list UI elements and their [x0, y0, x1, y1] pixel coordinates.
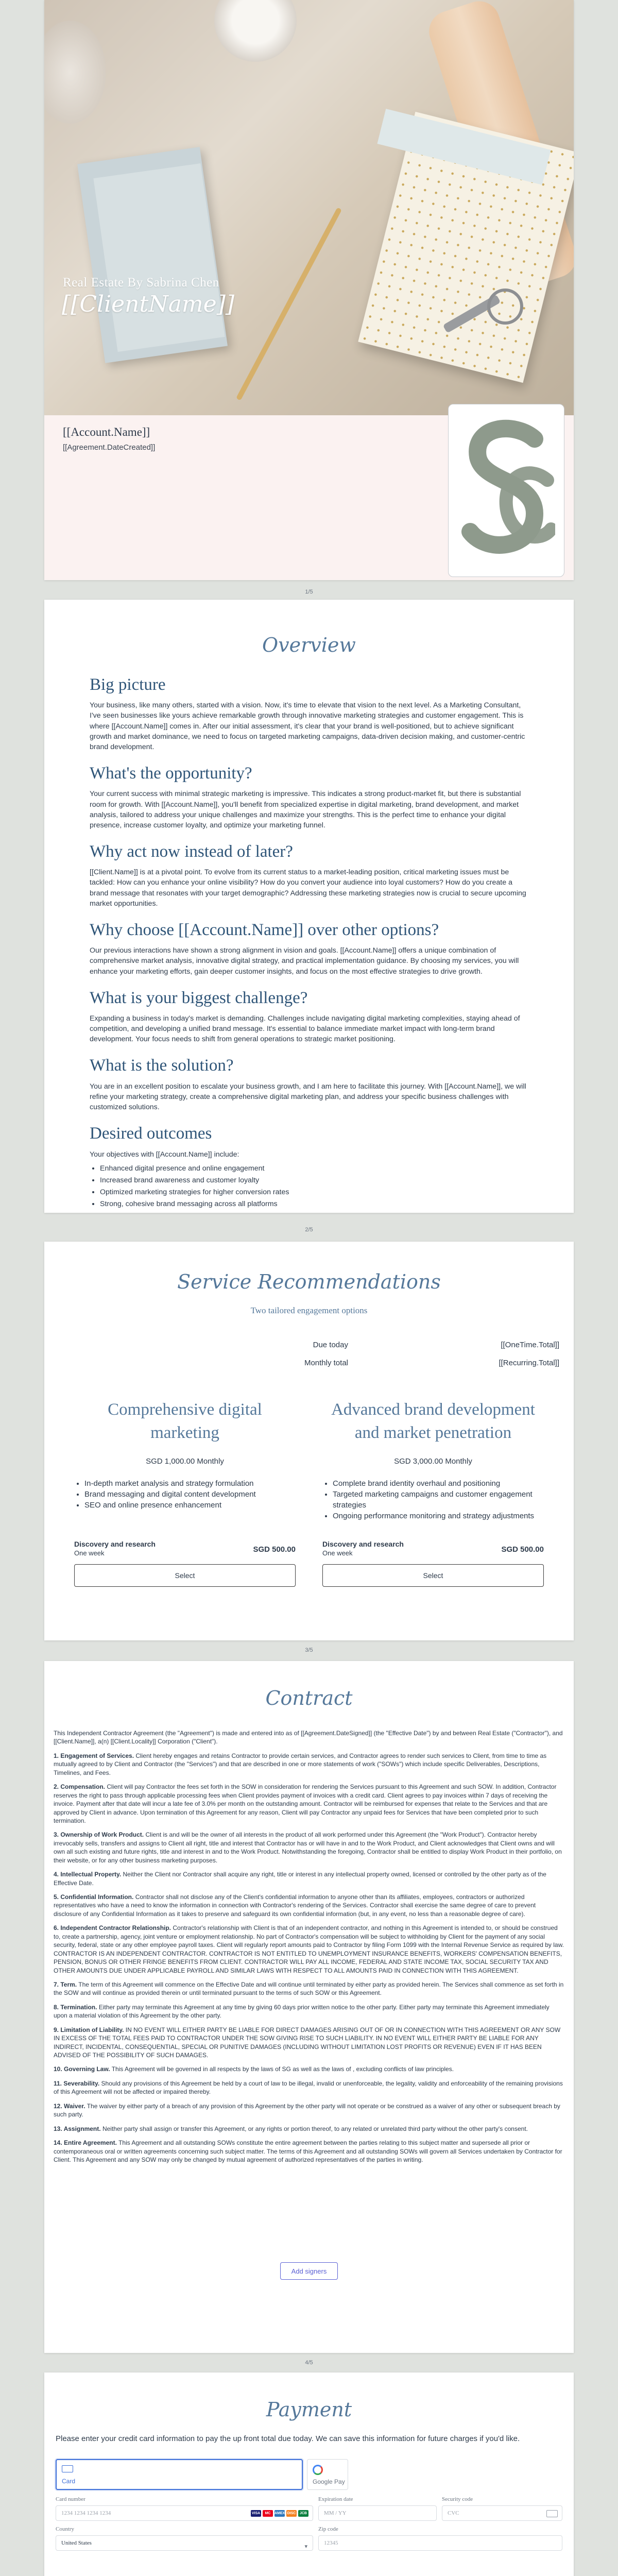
add-signers-button[interactable]: Add signers: [280, 2262, 338, 2280]
list-item: • Strong, cohesive brand messaging across all platforms: [100, 1198, 533, 1210]
clause-heading: 13. Assignment.: [54, 2125, 101, 2132]
package-price: SGD 1,000.00 Monthly: [146, 1457, 224, 1466]
payment-title: Payment: [266, 2398, 352, 2421]
list-item: • In-depth market analysis and strategy formulation: [84, 1478, 296, 1489]
zip-label: Zip code: [318, 2526, 338, 2532]
package-title: Advanced brand development and market penetration: [331, 1400, 535, 1443]
list-item: • Optimized marketing strategies for higher conversion rates: [100, 1187, 533, 1198]
card-number-placeholder: 1234 1234 1234 1234: [61, 2510, 111, 2516]
services-subtitle: Two tailored engagement options: [250, 1306, 368, 1315]
services-title: Service Recommendations: [177, 1270, 441, 1293]
country-label: Country: [56, 2526, 75, 2532]
zip-input[interactable]: [318, 2535, 562, 2551]
section-text: Expanding a business in today's market is demanding. Challenges include navigating digital marketing complexities, staying ahead of competition, and developing a unified brand message. It's essential to balance immediate market impact with long-term brand development. Your focus needs to shift from general operations to strategic market positioning.: [90, 1014, 520, 1044]
contract-clause: [54, 2125, 564, 2133]
clause-heading: 14. Entire Agreement.: [54, 2139, 117, 2147]
addon-duration: One week: [322, 1549, 353, 1557]
glass-decoration: [44, 21, 106, 124]
cover-title: [[ClientName]]: [62, 291, 235, 317]
section-heading: Desired outcomes: [90, 1124, 212, 1143]
clause-heading: 7. Term.: [54, 1980, 77, 1988]
payment-intro: Please enter your credit card information to pay the up front total due today. We can save this information for future charges if you'd like.: [56, 2434, 520, 2443]
contract-clause: [54, 1831, 564, 1865]
clause-heading: 11. Severability.: [54, 2079, 100, 2087]
overview-title: Overview: [262, 634, 356, 656]
section-text: Your current success with minimal strategic marketing is impressive. This indicates a strong product-market fit, but there is substantial room for growth. With [[Account.Name]], you'll benefit from specialized expertise in digital marketing, brand development, and market analysis, tailored to address your unique challenges and maximize your strengths. This is the perfect time to enhance your digital presence, increase customer loyalty, and optimize your marketing funnel.: [90, 790, 521, 829]
list-item: • SEO and online presence enhancement: [84, 1500, 296, 1511]
overview-page: [44, 600, 574, 1213]
section-heading: Why choose [[Account.Name]] over other options?: [90, 920, 439, 939]
list-item: • Ongoing performance monitoring and strategy adjustments: [333, 1511, 544, 1521]
account-name: [[Account.Name]]: [63, 426, 150, 438]
clause-text: Contractor shall not disclose any of the Client's confidential information to anyone other than its affiliates, employees, contractors or authorized representatives who have a need to know the information in connection with Contractor's rendering of the Services. Contractor shall exercise the same degree of care to prevent disclosure of any Confidential Information as it takes to preserve and safeguard its own confidential information (but, in any event, no less than a reasonable degree of care).: [54, 1893, 536, 1918]
select-package-button[interactable]: Select: [322, 1564, 544, 1587]
section-text: Our previous interactions have shown a strong alignment in vision and goals. [[Account.Name]] offers a unique combination of comprehensive market analysis, innovative digital strategy, and practical implementation guidance. By choosing my services, you will enhance your marketing efforts, gain deeper customer insights, and focus on the most effective strategies to drive growth.: [90, 946, 519, 976]
section-text: You are in an excellent position to escalate your business growth, and I am here to facilitate this journey. With [[Account.Name]], we will refine your marketing strategy, create a comprehensive digital marketing plan, and address your specific business challenges with customized solutions.: [90, 1082, 526, 1112]
addon-name: Discovery and research: [74, 1540, 156, 1548]
addon-amount: SGD 500.00: [253, 1545, 296, 1554]
clause-text: Neither the Client nor Contractor shall acquire any right, title or interest in any intellectual property owned, licensed or controlled by the other party as of the Effective Date.: [54, 1871, 546, 1887]
page-number: 1/5: [305, 589, 313, 595]
list-item: • Complete brand identity overhaul and positioning: [333, 1478, 544, 1489]
outcomes-list: [100, 1163, 533, 1210]
wheat-decoration: [236, 207, 342, 401]
clause-text: IN NO EVENT WILL EITHER PARTY BE LIABLE FOR DIRECT DAMAGES ARISING OUT OF OR IN CONNECTION WITH THIS AGREEMENT OR ANY SOW IN EXCESS OF THE TOTAL FEES PAID TO CONTRACTOR UNDER THE SOW GIVING RISE TO SUCH LIABILITY. IN NO EVENT WILL EITHER PARTY BE LIABLE FOR ANY INDIRECT, INCIDENTAL, CONSEQUENTIAL, SPECIAL OR PUNITIVE DAMAGES (INCLUDING WITHOUT LIMITATION LOST PROFITS OR REVENUE) EVEN IF IT HAS BEEN ADVISED OF THE POSSIBILITY OF SUCH DAMAGES.: [54, 2026, 561, 2059]
services-page: [44, 1242, 574, 1640]
package-addon: [74, 1540, 296, 1557]
package-card: [74, 1398, 296, 1620]
contract-title: Contract: [265, 1687, 353, 1709]
page-number: 3/5: [305, 1647, 313, 1653]
google-pay-label: Google Pay: [313, 2478, 345, 2485]
keyring-decoration: [487, 289, 523, 325]
cvc-icon: [546, 2510, 558, 2517]
discover-icon: DISC: [286, 2510, 297, 2517]
package-addon: [322, 1540, 544, 1557]
chevron-down-icon: ▾: [304, 2544, 307, 2550]
clause-text: Neither party shall assign or transfer this Agreement, or any rights or portion thereof, to any related or unrelated third party without the other party's consent.: [102, 2125, 528, 2132]
contract-body: [54, 1729, 564, 2170]
overview-content: [90, 675, 533, 1210]
section-heading: What is your biggest challenge?: [90, 988, 308, 1007]
google-pay-tab[interactable]: [307, 2459, 348, 2490]
contract-clause: [54, 1980, 564, 1997]
jcb-icon: JCB: [298, 2510, 308, 2517]
clause-text: This Agreement and all outstanding SOWs constitute the entire agreement between the parties relating to this subject matter and supersede all prior or contemporaneous oral or written agreements concerning such subject matter. The terms of this Agreement and all outstanding SOWs will govern all Services undertaken by Contractor for Client. This Agreement and any SOW may only be changed by mutual agreement of authorized representatives of the parties in writing.: [54, 2139, 562, 2163]
clause-text: Client is and will be the owner of all interests in the product of all work performed under this Agreement (the "Work Product"). Contractor hereby irrevocably sells, transfers and assigns to Client all right, title and interest that Contractor has or will have in and to the Work Product, and Client acknowledges that Client owns and will own all such existing and future rights, title and interest in and to the Work Product. Notwithstanding the foregoing, Contractor shall be entitled to display Work Product in their portfolio, on their website, or for any other business marketing purposes.: [54, 1831, 562, 1864]
list-item: • Enhanced digital presence and online engagement: [100, 1163, 533, 1175]
cover-page: [44, 0, 574, 580]
agreement-date: [[Agreement.DateCreated]]: [63, 443, 156, 452]
cvc-label: Security code: [442, 2496, 473, 2502]
contract-clause: [54, 2139, 564, 2164]
contract-intro: This Independent Contractor Agreement (the "Agreement") is made and entered into as of [[Agreement.DateSigned]] (the "Effective Date") by and between Real Estate ("Contractor"), and [[Client.Name]], a(n) [[Client.Locality]] Corporation ("Client").: [54, 1730, 563, 1745]
package-features: [84, 1478, 296, 1511]
section-heading: What's the opportunity?: [90, 764, 252, 783]
package-features: [333, 1478, 544, 1521]
card-tab[interactable]: [56, 2459, 303, 2490]
card-icon: [62, 2465, 73, 2472]
clause-heading: 8. Termination.: [54, 2003, 97, 2011]
contract-page: [44, 1661, 574, 2353]
list-item: • Brand messaging and digital content development: [84, 1489, 296, 1500]
card-brands: [251, 2510, 308, 2517]
zip-placeholder: 12345: [324, 2540, 338, 2546]
expiry-label: Expiration date: [318, 2496, 353, 2502]
cvc-input[interactable]: [442, 2505, 562, 2521]
clause-heading: 3. Ownership of Work Product.: [54, 1831, 144, 1839]
cover-photo: [44, 0, 574, 415]
select-package-button[interactable]: Select: [74, 1564, 296, 1587]
clause-text: Either party may terminate this Agreement at any time by giving 60 days prior written notice to the other party. Either party may terminate this Agreement immediately upon a material violation of this Agreement by the other party.: [54, 2003, 550, 2020]
clause-heading: 2. Compensation.: [54, 1783, 106, 1791]
expiry-input[interactable]: [318, 2505, 437, 2521]
section-heading: What is the solution?: [90, 1056, 234, 1075]
contract-clause: [54, 2003, 564, 2020]
expiry-placeholder: MM / YY: [324, 2510, 347, 2516]
section-text: Your business, like many others, started with a vision. Now, it's time to elevate that vision to the next level. As a Marketing Consultant, I've seen businesses like yours achieve remarkable growth through innovative marketing strategies and customer engagement. This is where [[Account.Name]] comes in. After our initial assessment, it's clear that your brand is well-positioned, but to achieve significant growth and market dominance, we need to focus on targeted marketing campaigns, data-driven decision making, and customer-centric brand development.: [90, 701, 525, 751]
candle-decoration: [214, 0, 297, 62]
country-value: United States: [61, 2540, 92, 2546]
clause-text: The term of this Agreement will commence on the Effective Date and will continue until terminated by either party as provided herein. The Services shall commence as set forth in the SOW and will continue as provided therein or until terminated pursuant to the terms of such SOW or this Agreement.: [54, 1980, 564, 1997]
section-text: Your objectives with [[Account.Name]] include:: [90, 1150, 239, 1159]
clause-text: Client will pay Contractor the fees set forth in the SOW in consideration for rendering the Services pursuant to this Agreement and such SOW. In addition, Contractor reserves the right to pass through applicable processing fees when Client provides payment of invoices with a credit card. Client agrees to pay invoices within 7 days of receiving the invoice. Payment after that date will incur a late fee of 3.0% per month on the outstanding amount. Contractor will be reimbursed for expenses that relate to the Services and that are approved by Client in advance. Upon termination of this Agreement for any reason, Client will pay Contractor any unpaid fees for Services that have been completed prior to such termination.: [54, 1783, 557, 1824]
visa-icon: VISA: [251, 2510, 261, 2517]
list-item: • Increased brand awareness and customer loyalty: [100, 1175, 533, 1187]
clause-heading: 5. Confidential Information.: [54, 1893, 134, 1901]
contract-clause: [54, 1870, 564, 1887]
sc-monogram-icon: [457, 418, 555, 563]
package-title: Comprehensive digital marketing: [108, 1400, 262, 1443]
contract-clause: [54, 1783, 564, 1825]
addon-amount: SGD 500.00: [501, 1545, 544, 1554]
list-item: • Targeted marketing campaigns and customer engagement strategies: [333, 1489, 544, 1511]
contract-clause: [54, 2065, 564, 2073]
contract-clause: [54, 1893, 564, 1918]
contract-clause: [54, 1924, 564, 1975]
clause-text: Should any provisions of this Agreement be held by a court of law to be illegal, invalid or unenforceable, the legality, validity and enforceability of the remaining provisions of this Agreement will not be affected or impaired thereby.: [54, 2079, 563, 2096]
package-price: SGD 3,000.00 Monthly: [394, 1457, 472, 1466]
clause-heading: 1. Engagement of Services.: [54, 1752, 134, 1759]
section-heading: Big picture: [90, 675, 166, 694]
clause-heading: 12. Waiver.: [54, 2102, 85, 2110]
section-heading: Why act now instead of later?: [90, 842, 293, 861]
monthly-total-label: Monthly total: [304, 1359, 348, 1367]
sc-logo: [448, 404, 564, 577]
monthly-total-value: [[Recurring.Total]]: [499, 1359, 559, 1367]
card-number-label: Card number: [56, 2496, 85, 2502]
contract-clause: [54, 1752, 564, 1777]
amex-icon: AMEX: [274, 2510, 285, 2517]
card-number-input[interactable]: [56, 2505, 313, 2521]
clause-heading: 4. Intellectual Property.: [54, 1871, 122, 1878]
payment-page: [44, 2372, 574, 2576]
contract-clause: [54, 2026, 564, 2060]
clause-text: Contractor's relationship with Client is that of an independent contractor, and nothing in this Agreement is intended to, or should be construed to, create a partnership, agency, joint venture or employment relationship. No part of Contractor's compensation will be subject to withholding by Client for the payment of any social security, federal, state or any other employee payroll taxes. Client will regularly report amounts paid to Contractor by filing Form 1099 with the Internal Revenue Service as required by law. CONTRACTOR IS AN INDEPENDENT CONTRACTOR. CONTRACTOR IS NOT ENTITLED TO UNEMPLOYMENT INSURANCE BENEFITS, WORKERS' COMPENSATION BENEFITS, PENSION, BONUS OR OTHER FRINGE BENEFITS FROM CLIENT. CONTRACTOR WILL PAY ALL INCOME, FEDERAL AND STATE INCOME TAX, SOCIAL SECURITY TAX AND OTHER AMOUNTS DUE UNDER APPLICABLE PAYROLL AND SIMILAR LAWS WITH RESPECT TO ALL AMOUNTS PAID IN CONNECTION WITH THIS AGREEMENT.: [54, 1924, 564, 1974]
package-card: [322, 1398, 544, 1620]
section-text: [[Client.Name]] is at a pivotal point. To evolve from its current status to a market-leading position, critical marketing issues must be tackled: How can you enhance your online visibility? How do you convert your audience into loyal customers? How do you create a brand message that resonates with your target demographic? Addressing these marketing strategies now is crucial to secure upcoming market opportunities.: [90, 868, 526, 908]
clause-text: This Agreement will be governed in all respects by the laws of SG as well as the laws of , excluding conflicts of law principles.: [111, 2065, 454, 2073]
due-today-label: Due today: [313, 1341, 348, 1349]
page-number: 2/5: [305, 1227, 313, 1233]
addon-name: Discovery and research: [322, 1540, 404, 1548]
contract-clause: [54, 2102, 564, 2119]
mastercard-icon: MC: [263, 2510, 273, 2517]
clause-heading: 6. Independent Contractor Relationship.: [54, 1924, 171, 1932]
contract-clause: [54, 2079, 564, 2096]
country-select[interactable]: [56, 2535, 313, 2551]
clause-heading: 9. Limitation of Liability.: [54, 2026, 124, 2033]
clause-heading: 10. Governing Law.: [54, 2065, 110, 2073]
addon-duration: One week: [74, 1549, 105, 1557]
cvc-placeholder: CVC: [448, 2510, 459, 2516]
due-today-value: [[OneTime.Total]]: [501, 1341, 559, 1349]
card-tab-label: Card: [62, 2478, 76, 2485]
clause-text: Client hereby engages and retains Contractor to provide certain services, and Contractor agrees to render such services to Client, from time to time as mutually agreed to by Client and Contractor (the "Services") and that are described in one or more statements of work ("SOWs") which include specific Deliverables, Descriptions, Timelines, and Fees.: [54, 1752, 547, 1776]
page-number: 4/5: [305, 2360, 313, 2366]
clause-text: The waiver by either party of a breach of any provision of this Agreement by the other party will not operate or be construed as a waiver of any other or subsequent breach by such party.: [54, 2102, 560, 2119]
cover-subtitle: Real Estate By Sabrina Chen: [63, 276, 219, 290]
google-icon: [313, 2465, 323, 2475]
